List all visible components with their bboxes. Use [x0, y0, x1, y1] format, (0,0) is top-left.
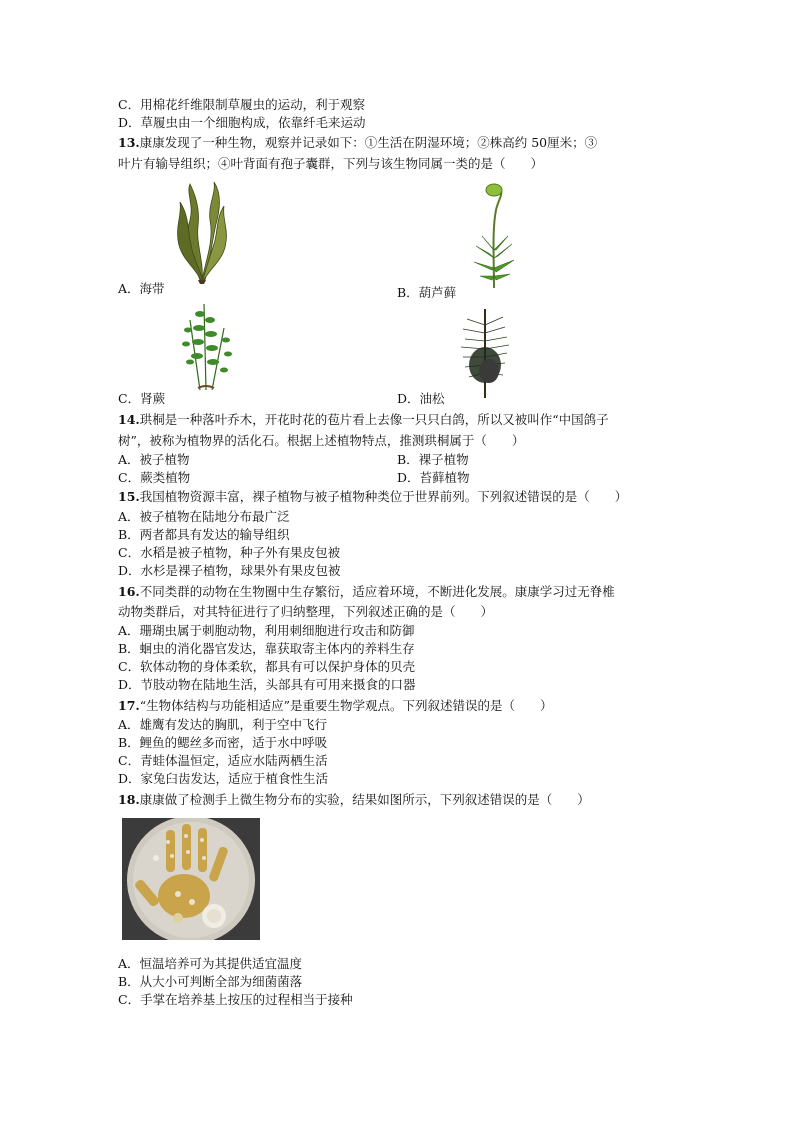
q16-number: 16. [118, 584, 140, 599]
q17-number: 17. [118, 698, 140, 713]
q17-stem-line1 [118, 697, 553, 715]
pine-image [455, 305, 515, 400]
q18-stem-text1: 康康做了检测手上微生物分布的实验，结果如图所示，下列叙述错误的是（ ） [139, 792, 590, 807]
q17-option-c: C．青蛙体温恒定，适应水陆两栖生活 [118, 753, 328, 768]
q16-option-b: B．蛔虫的消化器官发达，靠获取寄主体内的养料生存 [118, 641, 415, 656]
q13-stem-text1: 康康发现了一种生物，观察并记录如下：①生活在阴湿环境；②株高约 50厘米；③ [139, 135, 598, 150]
q16-stem-line1 [118, 583, 615, 601]
q15-stem-text1: 我国植物资源丰富，裸子植物与被子植物种类位于世界前列。下列叙述错误的是（ ） [139, 489, 628, 504]
q18-option-b: B．从大小可判断全部为细菌菌落 [118, 974, 303, 989]
q13-option-d: D．油松 [397, 391, 445, 406]
q14-number: 14. [118, 412, 140, 427]
q14-option-a: A．被子植物 [118, 452, 190, 467]
moss-image [470, 180, 518, 290]
q16-stem-line2: 动物类群后，对其特征进行了归纳整理，下列叙述正确的是（ ） [118, 604, 494, 619]
petri-dish-photo [122, 818, 260, 940]
q16-option-a: A．珊瑚虫属于刺胞动物，利用刺细胞进行攻击和防御 [118, 623, 415, 638]
fern-image [180, 300, 235, 392]
q13-option-b: B．葫芦藓 [397, 285, 457, 300]
q16-option-d: D．节肢动物在陆地生活，头部具有可用来摄食的口器 [118, 677, 416, 692]
q13-option-a: A．海带 [118, 281, 165, 296]
q15-option-b: B．两者都具有发达的输导组织 [118, 527, 290, 542]
q14-option-c: C．蕨类植物 [118, 470, 191, 485]
q14-stem-line1 [118, 411, 609, 429]
q17-option-b: B．鲤鱼的鳃丝多而密，适于水中呼吸 [118, 735, 328, 750]
q14-stem-text1: 珙桐是一种落叶乔木，开花时花的苞片看上去像一只只白鸽，所以又被叫作“中国鸽子 [139, 412, 609, 427]
q15-option-d: D．水杉是裸子植物，球果外有果皮包被 [118, 563, 341, 578]
q16-option-c: C．软体动物的身体柔软，都具有可以保护身体的贝壳 [118, 659, 416, 674]
q13-option-c: C．肾蕨 [118, 391, 166, 406]
q17-option-d: D．家兔臼齿发达，适应于植食性生活 [118, 771, 329, 786]
q17-option-a: A．雄鹰有发达的胸肌，利于空中飞行 [118, 717, 328, 732]
q12-option-d: D．草履虫由一个细胞构成，依靠纤毛来运动 [118, 115, 366, 130]
q14-option-d: D．苔藓植物 [397, 470, 470, 485]
q14-stem-line2: 树”，被称为植物界的活化石。根据上述植物特点，推测珙桐属于（ ） [118, 433, 525, 448]
q17-stem-text1: “生物体结构与功能相适应”是重要生物学观点。下列叙述错误的是（ ） [139, 698, 553, 713]
q13-stem-line2: 叶片有输导组织；④叶背面有孢子囊群，下列与该生物同属一类的是（ ） [118, 156, 544, 171]
q12-option-c: C．用棉花纤维限制草履虫的运动，利于观察 [118, 97, 366, 112]
q18-option-a: A．恒温培养可为其提供适宜温度 [118, 956, 303, 971]
q18-option-c: C．手掌在培养基上按压的过程相当于接种 [118, 992, 353, 1007]
q18-stem-line1 [118, 791, 590, 809]
hand-print-culture-image [122, 818, 260, 940]
q15-option-c: C．水稻是被子植物，种子外有果皮包被 [118, 545, 341, 560]
q18-number: 18. [118, 792, 140, 807]
q13-stem-line1 [118, 134, 597, 152]
q15-option-a: A．被子植物在陆地分布最广泛 [118, 509, 290, 524]
q15-stem-line1 [118, 488, 627, 506]
q13-number: 13. [118, 135, 140, 150]
q15-number: 15. [118, 489, 140, 504]
q16-stem-text1: 不同类群的动物在生物圈中生存繁衍，适应着环境，不断进化发展。康康学习过无脊椎 [139, 584, 615, 599]
q14-option-b: B．裸子植物 [397, 452, 469, 467]
kelp-image [170, 180, 232, 285]
